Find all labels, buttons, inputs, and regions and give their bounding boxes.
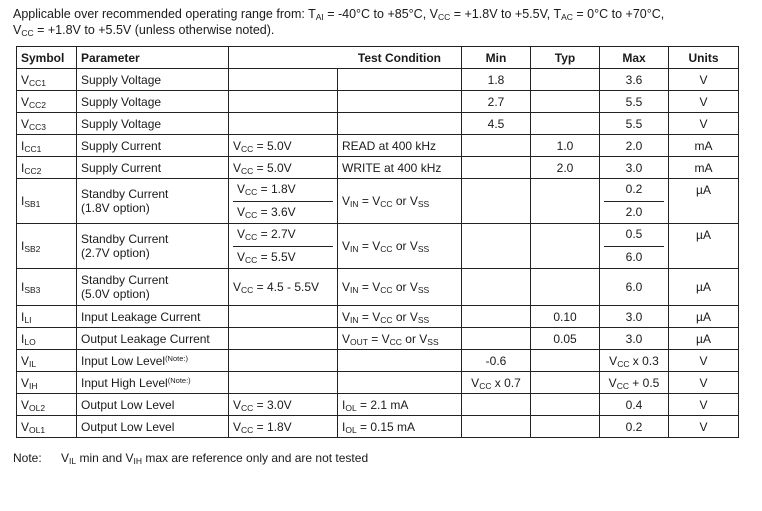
table-row <box>17 372 739 394</box>
condition-cell: $V_{OUT} = V_{CC}$ or $V_{SS}$ <box>338 328 462 350</box>
max-cell: 5.5 <box>600 91 669 113</box>
typ-cell <box>531 416 600 438</box>
units-cell: V <box>669 416 739 438</box>
table-row <box>17 394 739 416</box>
header-units: Units <box>669 47 739 69</box>
typ-cell <box>531 91 600 113</box>
min-cell <box>462 224 531 269</box>
min-cell <box>462 394 531 416</box>
min-cell: $V_{CC}$ x 0.7 <box>462 372 531 394</box>
condition-cell: READ at 400 kHz <box>338 135 462 157</box>
symbol-cell: $V_{OL2}$ <box>17 394 77 416</box>
min-cell <box>462 179 531 224</box>
condition-cell <box>229 372 338 394</box>
condition-cell: $V_{CC} = 5.0V$ <box>229 135 338 157</box>
max-cell: 0.2 <box>600 416 669 438</box>
header-symbol: Symbol <box>17 47 77 69</box>
condition-cell: $V_{CC} = 1.8V$ <box>229 416 338 438</box>
table-row <box>17 328 739 350</box>
symbol-cell: $I_{SB1}$ <box>17 179 77 224</box>
typ-cell: 1.0 <box>531 135 600 157</box>
units-cell: V <box>669 69 739 91</box>
symbol-cell: $V_{OL1}$ <box>17 416 77 438</box>
header-test-condition: Test Condition <box>229 47 462 69</box>
parameter-cell: Input High Level$^{(Note:)}$ <box>77 372 229 394</box>
condition-cell: $I_{OL} = 2.1$ mA <box>338 394 462 416</box>
footnote <box>13 451 368 465</box>
symbol-cell: $V_{CC1}$ <box>17 69 77 91</box>
units-cell: µA <box>669 328 739 350</box>
condition-cell: $V_{CC} = 2.7V$ $V_{CC} = 5.5V$ <box>229 224 338 269</box>
symbol-cell: $I_{CC1}$ <box>17 135 77 157</box>
typ-cell: 0.05 <box>531 328 600 350</box>
symbol-cell: $V_{CC2}$ <box>17 91 77 113</box>
parameter-cell: Supply Voltage <box>77 69 229 91</box>
condition-cell: $I_{OL} = 0.15$ mA <box>338 416 462 438</box>
typ-cell <box>531 269 600 306</box>
condition-cell <box>229 91 338 113</box>
max-cell: 3.6 <box>600 69 669 91</box>
parameter-cell: Supply Current <box>77 135 229 157</box>
typ-cell <box>531 113 600 135</box>
typ-cell <box>531 372 600 394</box>
parameter-cell: Input Low Level$^{(Note:)}$ <box>77 350 229 372</box>
table-row <box>17 135 739 157</box>
typ-cell <box>531 224 600 269</box>
table-row <box>17 416 739 438</box>
parameter-cell: Supply Current <box>77 157 229 179</box>
max-cell: 0.2 2.0 <box>600 179 669 224</box>
symbol-cell: $I_{SB3}$ <box>17 269 77 306</box>
condition-cell: WRITE at 400 kHz <box>338 157 462 179</box>
units-cell: V <box>669 113 739 135</box>
units-cell: mA <box>669 157 739 179</box>
table-row <box>17 69 739 91</box>
symbol-cell: $I_{SB2}$ <box>17 224 77 269</box>
typ-cell <box>531 350 600 372</box>
table-row <box>17 269 739 306</box>
min-cell: 4.5 <box>462 113 531 135</box>
max-cell: 0.5 6.0 <box>600 224 669 269</box>
units-cell: mA <box>669 135 739 157</box>
min-cell <box>462 306 531 328</box>
symbol-cell: $I_{CC2}$ <box>17 157 77 179</box>
condition-cell <box>229 328 338 350</box>
units-cell: µA <box>669 224 739 269</box>
max-cell: 3.0 <box>600 157 669 179</box>
typ-cell <box>531 179 600 224</box>
table-row <box>17 179 739 224</box>
table-row <box>17 91 739 113</box>
parameter-cell: Output Low Level <box>77 394 229 416</box>
units-cell: µA <box>669 179 739 224</box>
max-cell: 2.0 <box>600 135 669 157</box>
units-cell: µA <box>669 269 739 306</box>
condition-cell <box>338 69 462 91</box>
typ-cell: 2.0 <box>531 157 600 179</box>
header-min: Min <box>462 47 531 69</box>
parameter-cell: Input Leakage Current <box>77 306 229 328</box>
intro-text <box>13 6 664 38</box>
condition-cell <box>338 113 462 135</box>
condition-cell: $V_{IN} = V_{CC}$ or $V_{SS}$ <box>338 269 462 306</box>
condition-cell: $V_{CC} = 3.0V$ <box>229 394 338 416</box>
condition-cell <box>229 113 338 135</box>
symbol-cell: $V_{IL}$ <box>17 350 77 372</box>
condition-cell <box>229 350 338 372</box>
typ-cell <box>531 394 600 416</box>
symbol-cell: $V_{CC3}$ <box>17 113 77 135</box>
table-row <box>17 224 739 269</box>
units-cell: V <box>669 394 739 416</box>
max-cell: $V_{CC}$ x 0.3 <box>600 350 669 372</box>
condition-cell <box>338 350 462 372</box>
condition-cell <box>338 372 462 394</box>
header-typ: Typ <box>531 47 600 69</box>
intro-line-2: $V_{CC} = +1.8V$ to +5.5V (unless otherwise noted). <box>13 23 275 38</box>
table-row <box>17 113 739 135</box>
parameter-cell: Standby Current (5.0V option) <box>77 269 229 306</box>
units-cell: V <box>669 350 739 372</box>
max-cell: 0.4 <box>600 394 669 416</box>
table-row <box>17 350 739 372</box>
condition-cell <box>229 69 338 91</box>
min-cell <box>462 157 531 179</box>
intro-line-1: Applicable over recommended operating range from: $T_{AI} = -40^\circ C$ to +85°C, $V_{CC} = +1.8V$ to +5.5V, $T_{AC} = 0^\circ C$ to +70°C, <box>13 7 665 22</box>
units-cell: V <box>669 372 739 394</box>
note-label: Note: <box>13 451 42 465</box>
dc-characteristics-table <box>16 46 739 438</box>
condition-cell: $V_{IN} = V_{CC}$ or $V_{SS}$ <box>338 224 462 269</box>
parameter-cell: Supply Voltage <box>77 91 229 113</box>
parameter-cell: Standby Current (1.8V option) <box>77 179 229 224</box>
min-cell: -0.6 <box>462 350 531 372</box>
max-cell: 3.0 <box>600 306 669 328</box>
min-cell: 2.7 <box>462 91 531 113</box>
condition-cell <box>338 91 462 113</box>
condition-cell <box>229 306 338 328</box>
min-cell <box>462 269 531 306</box>
typ-cell: 0.10 <box>531 306 600 328</box>
header-parameter: Parameter <box>77 47 229 69</box>
note-text: $V_{IL}$ min and $V_{IH}$ max are reference only and are not tested <box>61 451 369 466</box>
parameter-cell: Output Leakage Current <box>77 328 229 350</box>
typ-cell <box>531 69 600 91</box>
condition-cell: $V_{CC} = 5.0V$ <box>229 157 338 179</box>
condition-cell: $V_{CC} = 4.5 - 5.5V$ <box>229 269 338 306</box>
symbol-cell: $V_{IH}$ <box>17 372 77 394</box>
parameter-cell: Standby Current (2.7V option) <box>77 224 229 269</box>
min-cell: 1.8 <box>462 69 531 91</box>
max-cell: $V_{CC} + 0.5$ <box>600 372 669 394</box>
max-cell: 3.0 <box>600 328 669 350</box>
min-cell <box>462 135 531 157</box>
min-cell <box>462 328 531 350</box>
condition-cell: $V_{IN} = V_{CC}$ or $V_{SS}$ <box>338 179 462 224</box>
min-cell <box>462 416 531 438</box>
units-cell: µA <box>669 306 739 328</box>
header-max: Max <box>600 47 669 69</box>
max-cell: 6.0 <box>600 269 669 306</box>
parameter-cell: Output Low Level <box>77 416 229 438</box>
table-row <box>17 306 739 328</box>
condition-cell: $V_{IN} = V_{CC}$ or $V_{SS}$ <box>338 306 462 328</box>
max-cell: 5.5 <box>600 113 669 135</box>
table-row <box>17 157 739 179</box>
symbol-cell: $I_{LI}$ <box>17 306 77 328</box>
parameter-cell: Supply Voltage <box>77 113 229 135</box>
condition-cell: $V_{CC} = 1.8V$ $V_{CC} = 3.6V$ <box>229 179 338 224</box>
units-cell: V <box>669 91 739 113</box>
table-header-row <box>17 47 739 69</box>
symbol-cell: $I_{LO}$ <box>17 328 77 350</box>
